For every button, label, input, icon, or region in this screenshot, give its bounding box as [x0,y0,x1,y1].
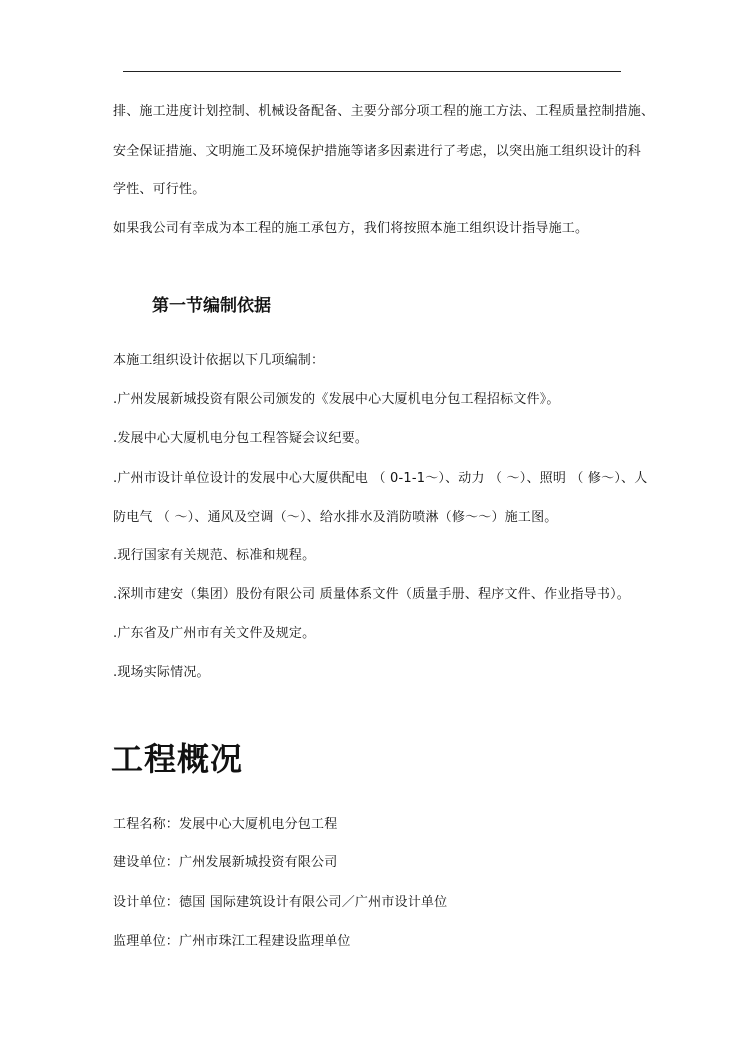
section-intro: 本施工组织设计依据以下几项编制： [113,353,325,368]
basis-item-7: .现场实际情况。 [113,665,210,680]
field-project-name: 工程名称：发展中心大厦机电分包工程 [113,817,338,832]
field-supervisor: 监理单位：广州市珠江工程建设监理单位 [113,934,351,949]
header-rule [123,71,621,72]
intro-line-4: 如果我公司有幸成为本工程的施工承包方，我们将按照本施工组织设计指导施工。 [113,221,589,236]
basis-item-1: .广州发展新城投资有限公司颁发的《发展中心大厦机电分包工程招标文件》。 [113,392,560,407]
chapter-title: 工程概况 [111,740,244,778]
basis-item-2: .发展中心大厦机电分包工程答疑会议纪要。 [113,431,369,446]
intro-line-1: 排、施工进度计划控制、机械设备配备、主要分部分项工程的施工方法、工程质量控制措施、 [113,104,655,119]
field-designer: 设计单位：德国 国际建筑设计有限公司／广州市设计单位 [113,895,448,910]
section-title: 第一节编制依据 [152,296,271,316]
field-client: 建设单位：广州发展新城投资有限公司 [113,855,338,870]
basis-item-3: .广州市设计单位设计的发展中心大厦供配电 （ 0-1-1～）、动力 （ ～）、照明 （ 修～）、人 [113,471,648,486]
intro-line-2: 安全保证措施、文明施工及环境保护措施等诸多因素进行了考虑，以突出施工组织设计的科 [113,144,642,159]
basis-item-4: .现行国家有关规范、标准和规程。 [113,548,316,563]
intro-line-3: 学性、可行性。 [113,182,206,197]
basis-item-3-cont: 防电气 （ ～）、通风及空调（～）、给水排水及消防喷淋（修～～）施工图。 [113,510,558,525]
basis-item-6: .广东省及广州市有关文件及规定。 [113,626,316,641]
basis-item-5: .深圳市建安（集团）股份有限公司 质量体系文件（质量手册、程序文件、作业指导书）。 [113,587,630,602]
